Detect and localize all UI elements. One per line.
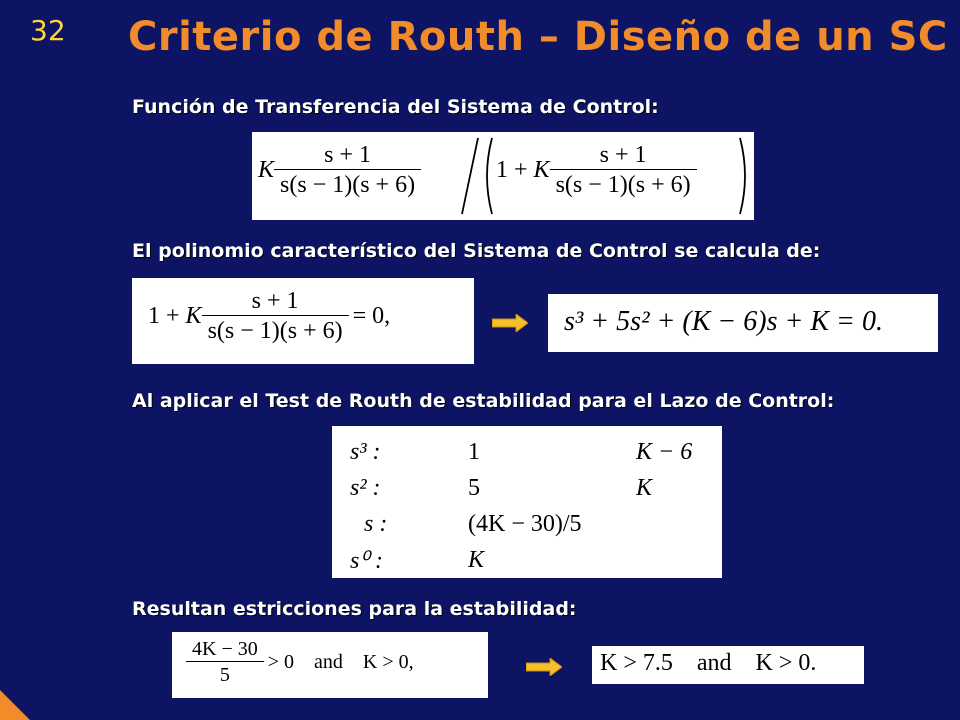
routh-col1: 1 [468,438,480,465]
tf-fraction [274,142,421,199]
condition-box-2 [592,646,864,684]
tf-numerator-2: s + 1 [599,142,647,168]
tf-denominator-2: s(s − 1)(s + 6) [550,169,697,199]
tf-denominator: s(s − 1)(s + 6) [274,169,421,199]
slide-title: Criterio de Routh – Diseño de un SC [128,14,948,60]
cond-numerator: 4K − 30 [192,638,258,660]
tf-fraction-2 [550,142,697,199]
polynomial-text: s³ + 5s² + (K − 6)s + K = 0. [564,306,883,337]
routh-col2 [636,506,692,542]
condition-box-1 [172,632,488,698]
routh-row [350,470,692,506]
cond-fraction [186,638,264,687]
tf-one-plus: 1 + [496,157,534,183]
heading-characteristic-polynomial: El polinomio característico del Sistema de Control se calcula de: [132,240,821,262]
ce-denominator: s(s − 1)(s + 6) [202,315,349,345]
routh-col1: K [468,546,485,573]
routh-row [350,506,692,542]
routh-col1: 5 [468,474,480,501]
routh-row [350,542,692,578]
routh-col1: (4K − 30)/5 [468,510,582,537]
cond-rest: > 0 and K > 0, [267,651,414,673]
ce-one-plus: 1 + [148,303,186,329]
heading-transfer-function: Función de Transferencia del Sistema de Control: [132,96,659,118]
polynomial-box [548,294,938,352]
cond-final-text: K > 7.5 and K > 0. [600,650,817,676]
transfer-function-box [252,132,754,220]
routh-col2: K [636,474,653,501]
ce-gain: K [185,303,202,329]
heading-routh-test: Al aplicar el Test de Routh de estabilidad para el Lazo de Control: [132,390,835,412]
routh-col2: K − 6 [636,438,693,465]
routh-row-label: s³ : [350,438,381,465]
corner-decoration [0,690,30,720]
routh-row [350,434,692,470]
arrow-right-icon [526,658,562,676]
routh-col2 [636,542,692,578]
routh-table-box [332,426,722,578]
arrow-right-icon [492,314,528,332]
heading-stability-restrictions: Resultan estricciones para la estabilidad: [132,598,577,620]
ce-numerator: s + 1 [251,288,299,314]
tf-numerator: s + 1 [324,142,371,168]
routh-row-label: s⁰ : [350,547,383,574]
page-number: 32 [30,14,66,47]
routh-row-label: s : [364,510,388,537]
ce-equals-zero: = 0, [352,303,391,329]
routh-row-label: s² : [350,474,381,501]
ce-fraction [202,288,349,345]
routh-array [350,434,692,578]
cond-denominator: 5 [186,661,264,687]
characteristic-equation-box [132,278,474,364]
tf-gain: K [258,157,275,183]
tf-gain-2: K [533,157,550,183]
